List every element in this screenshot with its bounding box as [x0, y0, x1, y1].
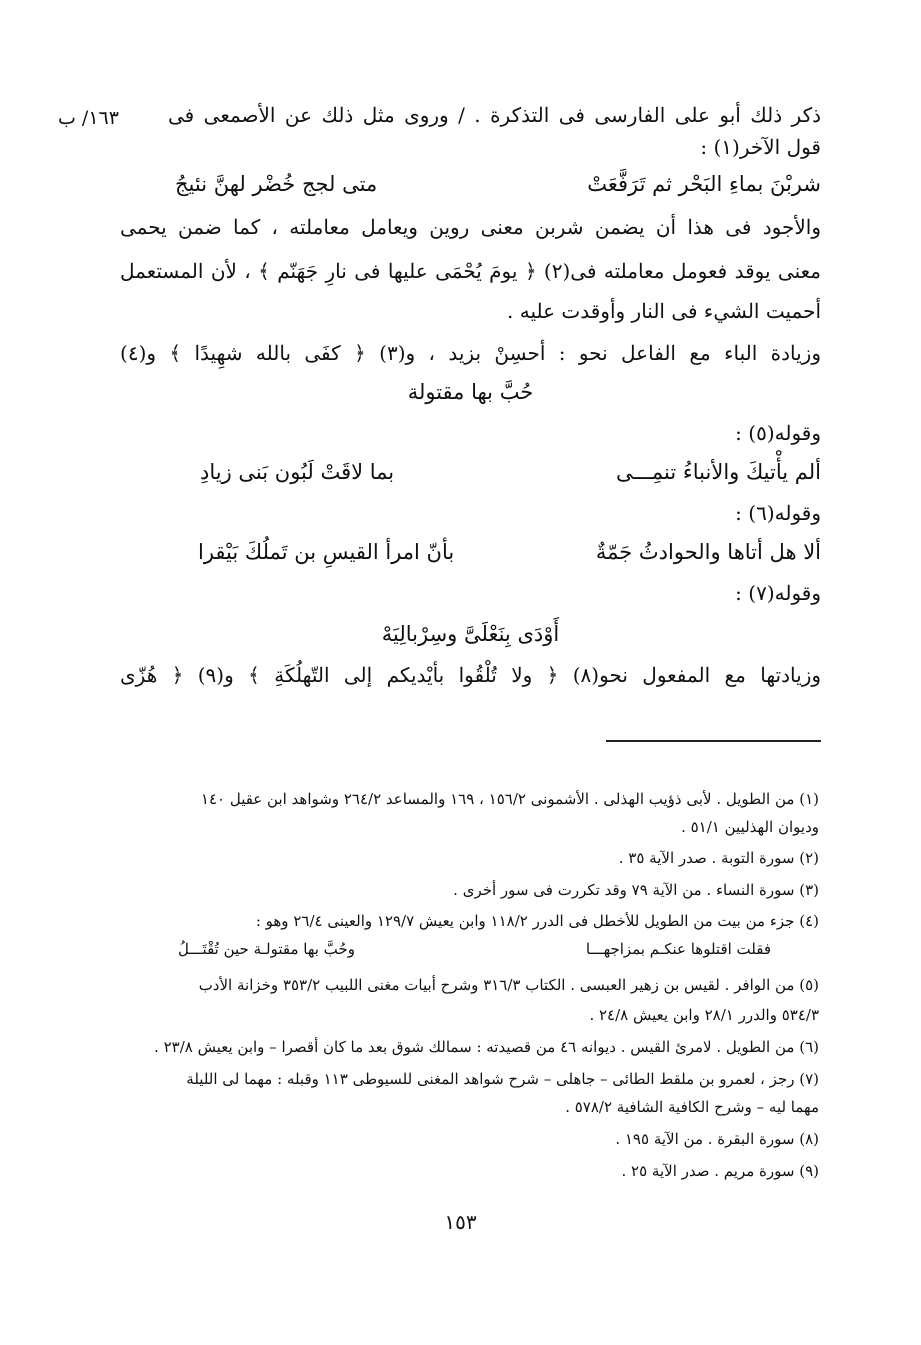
body-line-11: وزيادتها مع المفعول نحو(٨) ﴿ ولا تُلْقُوا بأيْديكم إلى التّهلُكَةِ ﴾ و(٩) ﴿ هُزّى: [120, 663, 822, 687]
footnote-5: (٥) من الوافر . لقيس بن زهير العبسى . الكتاب ٣١٦/٣ وشرح أبيات مغنى اللبيب ٣٥٣/٢ وخزانة الأدب: [198, 976, 819, 994]
body-line-8: وقوله(٥) :: [735, 421, 821, 445]
footnote-8: (٨) سورة البقرة . من الآية ١٩٥ .: [615, 1130, 819, 1148]
body-line-5: أحميت الشيء فى النار وأوقدت عليه .: [507, 299, 821, 323]
footnote-4-verse-left: وحُبَّ بها مقتولـة حين تُقْتَـــلُ: [178, 940, 355, 958]
footnote-1-cont: وديوان الهذليين ٥١/١ .: [681, 818, 819, 836]
body-line-10: وقوله(٧) :: [735, 581, 821, 605]
footnote-2: (٢) سورة التوبة . صدر الآية ٣٥ .: [618, 849, 819, 867]
verse-2-left-hemistich: بما لاقَتْ لَبُون بَنى زيادِ: [200, 460, 395, 484]
body-line-4: معنى يوقد فعومل معاملته فى(٢) ﴿ يومَ يُحْمَى عليها فى نارِ جَهَنّم ﴾ ، لأن المستعمل: [120, 259, 821, 283]
verse-1-left-hemistich: متى لجج خُضْر لهنَّ نئيجُ: [175, 172, 378, 196]
body-line-2: قول الآخر(١) :: [700, 135, 821, 159]
footnote-7-cont: مهما ليه – وشرح الكافية الشافية ٥٧٨/٢ .: [565, 1098, 819, 1116]
body-line-3: والأجود فى هذا أن يضمن شربن معنى روين ويعامل معاملته ، كما ضمن يحمى: [120, 215, 821, 239]
footnote-7: (٧) رجز ، لعمرو بن ملقط الطائى – جاهلى – شرح شواهد المغنى للسيوطى ١١٣ وقبله : مهما لى الليلة: [186, 1070, 819, 1088]
body-line-6: وزيادة الباء مع الفاعل نحو : أحسِنْ بزيد ، و(٣) ﴿ كفَى بالله شهِيدًا ﴾ و(٤): [120, 341, 821, 365]
footnote-4-verse-right: فقلت اقتلوها عنكـم بمزاجهـــا: [585, 940, 771, 958]
half-verse: أَوْدَى بِنَعْلَىَّ وسِرْبالِيَهْ: [381, 622, 560, 646]
margin-folio-note: ١٦٣/ ب: [58, 107, 119, 129]
verse-1-right-hemistich: شربْنَ بماءِ البَحْر ثم تَرَفَّعَتْ: [587, 172, 821, 196]
footnote-4: (٤) جزء من بيت من الطويل للأخطل فى الدرر ١١٨/٢ وابن يعيش ١٢٩/٧ والعينى ٢٦/٤ وهو :: [255, 912, 819, 930]
footnote-9: (٩) سورة مريم . صدر الآية ٢٥ .: [621, 1162, 819, 1180]
footnote-3: (٣) سورة النساء . من الآية ٧٩ وقد تكررت فى سور أخرى .: [453, 881, 819, 899]
footnote-separator: [606, 740, 821, 742]
verse-3-left-hemistich: بأنّ امرأ القيسِ بن تَملُكَ بَيْقرا: [198, 540, 455, 564]
verse-3-right-hemistich: ألا هل أتاها والحوادثُ جَمّةٌ: [595, 540, 821, 564]
body-line-1: ذكر ذلك أبو على الفارسى فى التذكرة . / وروى مثل ذلك عن الأصمعى فى: [168, 103, 821, 127]
verse-2-right-hemistich: ألم يأْتيكَ والأنباءُ تنمِـــى: [615, 460, 821, 484]
footnote-1: (١) من الطويل . لأبى ذؤيب الهذلى . الأشمونى ١٥٦/٢ ، ١٦٩ والمساعد ٢٦٤/٢ وشواهد ابن عقيل ١٤٠: [200, 790, 819, 808]
page-number: ١٥٣: [444, 1210, 477, 1234]
footnote-6: (٦) من الطويل . لامرئ القيس . ديوانه ٤٦ من قصيدته : سمالك شوق بعد ما كان أقصرا – وابن يعيش ٢٣/٨ .: [154, 1038, 819, 1056]
footnote-5-cont: ٥٣٤/٣ والدرر ٢٨/١ وابن يعيش ٢٤/٨ .: [589, 1006, 819, 1024]
body-line-9: وقوله(٦) :: [735, 501, 821, 525]
body-line-7: حُبَّ بها مقتولة: [407, 380, 534, 404]
